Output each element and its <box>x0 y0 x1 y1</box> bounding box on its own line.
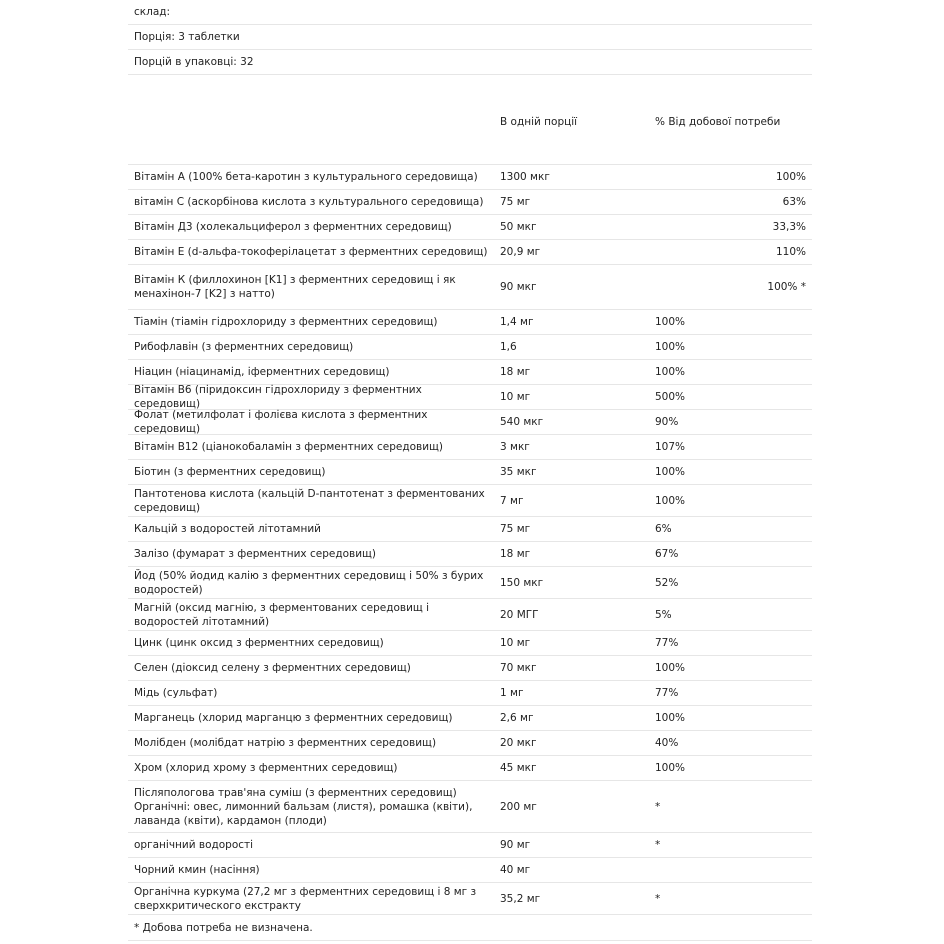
ingredient-name: Вітамін А (100% бета-каротин з культурального середовища) <box>134 171 478 183</box>
table-row <box>128 215 812 240</box>
ingredient-daily-value: 77% <box>655 637 679 649</box>
ingredient-daily-value: 100% <box>655 662 686 674</box>
table-row <box>128 599 812 631</box>
ingredient-name: Кальцій з водоростей літотамний <box>134 523 321 535</box>
ingredient-amount: 3 мкг <box>500 441 530 453</box>
ingredient-name: Післяпологова трав'яна суміш (з ферментних середовищ) Органічні: овес, лимонний бальзам (листя), ромашка (квіти), лаванда (квіти), кардамон (плоди) <box>134 786 473 827</box>
ingredient-amount: 45 мкг <box>500 762 537 774</box>
table-row <box>128 190 812 215</box>
table-row <box>128 781 812 833</box>
ingredient-name: Вітамін Е (d-альфа-токоферілацетат з ферментних середовищ) <box>134 246 488 258</box>
ingredient-amount: 200 мг <box>500 800 537 813</box>
table-row <box>128 435 812 460</box>
ingredient-daily-value: 100% * <box>767 281 806 293</box>
table-row <box>128 706 812 731</box>
table-row <box>128 883 812 915</box>
ingredient-name: Вітамін В6 (піридоксин гідрохлориду з ферментних середовищ) <box>134 384 422 410</box>
ingredient-name: Тіамін (тіамін гідрохлориду з ферментних середовищ) <box>134 316 438 328</box>
ingredient-name: Хром (хлорид хрому з ферментних середовищ) <box>134 762 398 774</box>
footnote: * Добова потреба не визначена. <box>128 915 812 941</box>
ingredient-amount: 90 мкг <box>500 281 537 293</box>
table-row <box>128 858 812 883</box>
table-row <box>128 833 812 858</box>
table-row <box>128 567 812 599</box>
ingredient-name: Марганець (хлорид марганцю з ферментних середовищ) <box>134 712 453 724</box>
table-row <box>128 385 812 410</box>
ingredient-name: Селен (діоксид селену з ферментних середовищ) <box>134 662 411 674</box>
table-row <box>128 410 812 435</box>
ingredient-daily-value: 67% <box>655 548 679 560</box>
ingredient-name: Йод (50% йодид калію з ферментних середовищ і 50% з бурих водоростей) <box>134 569 484 596</box>
column-header-amount: В одній порції <box>500 115 578 128</box>
table-row <box>128 165 812 190</box>
ingredient-daily-value: 100% <box>655 366 686 378</box>
ingredient-daily-value: 100% <box>775 171 806 183</box>
servings-per-package: Порцій в упаковці: 32 <box>128 50 812 75</box>
ingredient-amount: 20 мкг <box>500 737 537 749</box>
ingredient-name: Мідь (сульфат) <box>134 687 218 699</box>
table-row <box>128 731 812 756</box>
ingredient-name: Біотин (з ферментних середовищ) <box>134 466 326 478</box>
ingredient-daily-value: * <box>655 800 661 813</box>
table-row <box>128 310 812 335</box>
ingredient-name: Чорний кмин (насіння) <box>134 864 260 876</box>
table-row <box>128 681 812 706</box>
ingredient-amount: 1,6 <box>500 341 517 353</box>
ingredient-daily-value: 100% <box>655 712 686 724</box>
ingredient-daily-value: * <box>655 892 661 905</box>
ingredient-name: Цинк (цинк оксид з ферментних середовищ) <box>134 637 384 649</box>
table-row <box>128 656 812 681</box>
table-header <box>128 75 812 165</box>
ingredient-amount: 2,6 мг <box>500 712 534 724</box>
table-row <box>128 265 812 310</box>
table-row <box>128 542 812 567</box>
ingredient-daily-value: 110% <box>775 246 806 258</box>
ingredient-name: Фолат (метилфолат і фолієва кислота з ферментних середовищ) <box>134 409 428 435</box>
ingredient-name: Вітамін Д3 (холекальциферол з ферментних середовищ) <box>134 221 452 233</box>
ingredient-amount: 75 мг <box>500 523 531 535</box>
composition-label: склад: <box>128 0 812 25</box>
ingredient-amount: 18 мг <box>500 366 531 378</box>
ingredient-amount: 10 мг <box>500 637 531 649</box>
ingredient-amount: 40 мг <box>500 864 531 876</box>
ingredient-daily-value: 107% <box>655 441 686 453</box>
ingredient-amount: 1 мг <box>500 687 524 699</box>
ingredient-name: Пантотенова кислота (кальцій D-пантотенат з ферментованих середовищ) <box>134 487 485 514</box>
ingredient-name: Вітамін К (филлохинон [K1] з ферментних середовищ і як менахінон-7 [K2] з натто) <box>134 274 456 300</box>
ingredient-name: Органічна куркума (27,2 мг з ферментних середовищ і 8 мг з сверхкритического екстракту <box>134 885 477 912</box>
ingredient-daily-value: 100% <box>655 341 686 353</box>
ingredient-amount: 7 мг <box>500 494 524 507</box>
ingredient-name: вітамін С (аскорбінова кислота з культурального середовища) <box>134 196 484 208</box>
ingredient-name: Ніацин (ніацинамід, іферментних середовищ) <box>134 366 390 378</box>
ingredient-name: Залізо (фумарат з ферментних середовищ) <box>134 548 377 560</box>
ingredient-amount: 20,9 мг <box>500 246 541 258</box>
ingredient-amount: 90 мг <box>500 839 531 851</box>
ingredient-amount: 10 мг <box>500 391 531 403</box>
ingredient-daily-value: 5% <box>655 608 672 621</box>
table-row <box>128 360 812 385</box>
ingredient-daily-value: 100% <box>655 466 686 478</box>
ingredient-name: Рибофлавін (з ферментних середовищ) <box>134 341 354 353</box>
ingredient-daily-value: * <box>655 839 661 851</box>
table-row <box>128 240 812 265</box>
column-header-daily-value: % Від добової потреби <box>655 115 781 128</box>
ingredient-amount: 75 мг <box>500 196 531 208</box>
ingredient-amount: 35 мкг <box>500 466 537 478</box>
ingredient-amount: 50 мкг <box>500 221 537 233</box>
ingredient-amount: 150 мкг <box>500 576 544 589</box>
table-row <box>128 631 812 656</box>
ingredient-amount: 20 МГГ <box>500 608 539 621</box>
serving-size: Порція: 3 таблетки <box>128 25 812 50</box>
ingredient-name: Магній (оксид магнію, з ферментованих середовищ і водоростей літотамний) <box>134 601 430 628</box>
table-row <box>128 756 812 781</box>
table-row <box>128 335 812 360</box>
table-row <box>128 485 812 517</box>
ingredient-daily-value: 40% <box>655 737 679 749</box>
supplement-facts <box>128 0 812 941</box>
ingredient-amount: 540 мкг <box>500 416 544 428</box>
ingredient-daily-value: 77% <box>655 687 679 699</box>
ingredient-daily-value: 500% <box>655 391 686 403</box>
ingredient-amount: 35,2 мг <box>500 892 541 905</box>
ingredient-name: Молібден (молібдат натрію з ферментних середовищ) <box>134 737 437 749</box>
table-row <box>128 517 812 542</box>
ingredient-daily-value: 33,3% <box>772 221 806 233</box>
ingredient-daily-value: 100% <box>655 316 686 328</box>
ingredient-daily-value: 100% <box>655 762 686 774</box>
ingredient-amount: 1300 мкг <box>500 171 550 183</box>
ingredient-daily-value: 52% <box>655 576 679 589</box>
ingredient-daily-value: 90% <box>655 416 679 428</box>
ingredient-name: органічний водорості <box>134 839 254 851</box>
ingredient-daily-value: 6% <box>655 523 672 535</box>
ingredient-name: Вітамін В12 (ціанокобаламін з ферментних середовищ) <box>134 441 444 453</box>
ingredient-daily-value: 100% <box>655 494 686 507</box>
ingredient-daily-value: 63% <box>782 196 806 208</box>
ingredient-amount: 18 мг <box>500 548 531 560</box>
table-row <box>128 460 812 485</box>
ingredient-amount: 70 мкг <box>500 662 537 674</box>
ingredient-amount: 1,4 мг <box>500 316 534 328</box>
